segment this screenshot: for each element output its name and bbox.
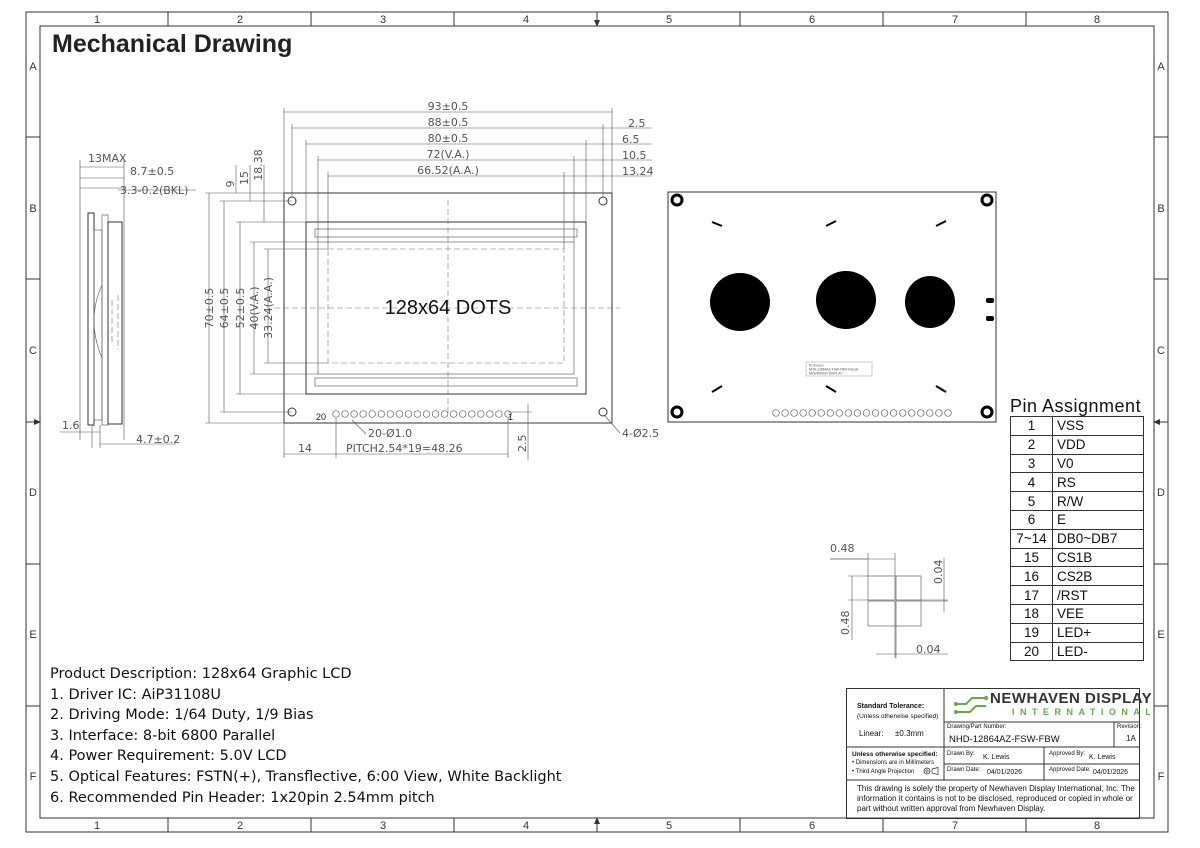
third-angle-projection-icon (923, 767, 939, 775)
pin-number: 15 (1011, 548, 1053, 567)
mount-hole-icon (599, 408, 607, 416)
pin-hole-icon (845, 410, 852, 417)
side-dim-pin-length: 4.7±0.2 (136, 433, 181, 446)
dim-height-40: 40(V.A.) (248, 286, 261, 330)
approved-by-label: Approved By: (1049, 751, 1086, 757)
drawn-date-label: Drawn Date: (947, 767, 981, 773)
dim-bottom-2-5: 2.5 (516, 434, 529, 452)
pin-signal: RS (1053, 473, 1144, 492)
side-dim-depth: 8.7±0.5 (130, 165, 175, 178)
unless-specified-label: (Unless otherwise specified) (857, 713, 939, 720)
revision-label: Revision: (1117, 724, 1142, 730)
pin-number: 16 (1011, 567, 1053, 586)
pin-hole-icon (487, 411, 494, 418)
description-line-1: 1. Driver IC: AiP31108U (50, 686, 221, 703)
dot-width-dim: 0.48 (830, 542, 855, 555)
dim-pin-holes: 20-Ø1.0 (368, 427, 413, 440)
pin-hole-icon (918, 410, 925, 417)
pin-hole-icon (432, 411, 439, 418)
pin-hole-icon (836, 410, 843, 417)
pin-row (1011, 435, 1144, 454)
pin-hole-icon (936, 410, 943, 417)
pin-hole-icon (927, 410, 934, 417)
zone-row-d-r: D (1157, 487, 1165, 499)
drawn-date-value: 04/01/2026 (987, 769, 1023, 776)
zone-row-e: E (29, 629, 37, 641)
pin-row (1011, 567, 1144, 586)
part-number-label: Drawing/Part Number: (947, 724, 1007, 730)
zone-col-8-b: 8 (1093, 820, 1101, 832)
zone-row-a: A (29, 61, 37, 73)
pin-hole-icon (899, 410, 906, 417)
pin-assignment-title: Pin Assignment (1010, 396, 1142, 416)
dim-width-66: 66.52(A.A.) (417, 164, 479, 177)
pin-signal: LED- (1053, 642, 1144, 661)
dim-pitch: PITCH2.54*19=48.26 (346, 442, 463, 455)
zone-col-4-b: 4 (522, 820, 530, 832)
zone-row-b: B (29, 203, 37, 215)
driver-ic-blob (816, 271, 876, 329)
std-tolerance-label: Standard Tolerance: (857, 703, 925, 710)
zone-row-e-r: E (1157, 629, 1165, 641)
zone-row-a-r: A (1157, 61, 1165, 73)
pin-hole-icon (396, 411, 403, 418)
back-label-line-3: NEWHAVEN DISPLAY (809, 371, 843, 376)
pin-hole-icon (333, 411, 340, 418)
pin-row (1011, 623, 1144, 642)
pin-number: 2 (1011, 435, 1053, 454)
pin-hole-icon (342, 411, 349, 418)
pin-number: 17 (1011, 586, 1053, 605)
dot-gap-vertical-dim: 0.04 (932, 559, 945, 584)
pin-number: 18 (1011, 604, 1053, 623)
company-logo-name: NEWHAVEN DISPLAY (990, 690, 1153, 707)
pin-hole-icon (872, 410, 879, 417)
zone-row-f-r: F (1157, 771, 1165, 783)
pin-hole-icon (351, 411, 358, 418)
pin-hole-icon (773, 410, 780, 417)
pin-signal: VEE (1053, 604, 1144, 623)
side-dim-pcb: 1.6 (62, 419, 80, 432)
pin-hole-icon (827, 410, 834, 417)
approved-date-label: Approved Date: (1049, 767, 1091, 773)
zone-row-b-r: B (1157, 203, 1165, 215)
dim-mount-holes: 4-Ø2.5 (622, 427, 660, 440)
zone-col-5-b: 5 (665, 820, 673, 832)
pin-hole-icon (387, 411, 394, 418)
pin-hole-icon (854, 410, 861, 417)
pin-signal: V0 (1053, 454, 1144, 473)
pin-signal: LED+ (1053, 623, 1144, 642)
zone-col-2: 2 (236, 14, 244, 26)
pin-hole-icon (478, 411, 485, 418)
dim-height-64: 64±0.5 (218, 287, 231, 329)
side-view (60, 152, 196, 448)
pin-hole-icon (369, 411, 376, 418)
pin-hole-row (333, 411, 512, 418)
pin-row (1011, 454, 1144, 473)
zone-row-c: C (29, 345, 37, 357)
mount-hole-icon (599, 197, 607, 205)
pin-hole-icon (881, 410, 888, 417)
pin-hole-icon (405, 411, 412, 418)
pin-hole-icon (468, 411, 475, 418)
note-dimensions: • Dimensions are in Millimeters (852, 760, 935, 766)
driver-ic-blob (905, 276, 955, 328)
dot-height-dim: 0.48 (839, 610, 852, 635)
pin-hole-icon (378, 411, 385, 418)
dim-offset-6-5: 6.5 (622, 133, 640, 146)
pin-hole-icon (863, 410, 870, 417)
back-pin-row (773, 410, 952, 417)
zone-col-4: 4 (522, 14, 530, 26)
zone-row-c-r: C (1157, 345, 1165, 357)
pin-hole-icon (450, 411, 457, 418)
company-logo-sub: INTERNATIONAL (1012, 707, 1157, 717)
pin-signal: R/W (1053, 492, 1144, 511)
linear-tolerance-label: Linear: (859, 729, 884, 738)
pin-hole-icon (908, 410, 915, 417)
dim-pin-offset: 14 (298, 442, 312, 455)
dim-height-70: 70±0.5 (203, 287, 216, 329)
pin-row (1011, 529, 1144, 548)
dim-height-33: 33.24(A.A.) (262, 277, 275, 339)
pin-signal: DB0~DB7 (1053, 529, 1144, 548)
drawn-by-value: K. Lewis (983, 754, 1010, 761)
pin-hole-icon (459, 411, 466, 418)
pin-signal: CS1B (1053, 548, 1144, 567)
revision-value: 1A (1126, 734, 1136, 743)
dim-width-72: 72(V.A.) (426, 148, 470, 161)
pin-number: 3 (1011, 454, 1053, 473)
description-line-6: 6. Recommended Pin Header: 1x20pin 2.54mm pitch (50, 789, 435, 806)
pin-signal: VDD (1053, 435, 1144, 454)
side-dim-backlight: 3.3-0.2(BKL) (120, 184, 189, 197)
zone-row-f: F (29, 771, 37, 783)
ownership-disclaimer: This drawing is solely the property of Newhaven Display International, Inc. The information it contains is not to be disclosed, reproduced or copied in whole or part without written approval from Newhaven Display. (857, 784, 1135, 813)
dot-detail (830, 542, 948, 658)
pin-label-1: 1 (508, 412, 514, 422)
dot-gap-horizontal-dim: 0.04 (916, 643, 941, 656)
pin-number: 20 (1011, 642, 1053, 661)
dim-offset-13-24: 13.24 (622, 165, 654, 178)
zone-col-6-b: 6 (808, 820, 816, 832)
pin-row (1011, 492, 1144, 511)
zone-col-2-b: 2 (236, 820, 244, 832)
description-line-4: 4. Power Requirement: 5.0V LCD (50, 748, 287, 765)
linear-tolerance-value: ±0.3mm (895, 729, 924, 738)
unless-specified-note: Unless otherwise specified: (852, 751, 938, 758)
pin-signal: VSS (1053, 417, 1144, 436)
pin-hole-icon (945, 410, 952, 417)
dim-offset-2-5: 2.5 (628, 117, 646, 130)
approved-by-value: K. Lewis (1089, 754, 1116, 761)
zone-col-1-b: 1 (93, 820, 101, 832)
pin-number: 1 (1011, 417, 1053, 436)
side-dim-thickness: 13MAX (88, 152, 127, 165)
pin-hole-icon (791, 410, 798, 417)
pin-number: 19 (1011, 623, 1053, 642)
pin-hole-icon (414, 411, 421, 418)
product-description (50, 664, 561, 808)
dim-top-18: 18.38 (252, 149, 265, 181)
note-projection: • Third Angle Projection (852, 769, 915, 775)
pin-number: 5 (1011, 492, 1053, 511)
mount-hole-icon (982, 407, 992, 417)
pin-row (1011, 548, 1144, 567)
pin-number: 7~14 (1011, 529, 1053, 548)
zone-col-3: 3 (379, 14, 387, 26)
driver-ic-blob (710, 273, 770, 331)
pin-hole-icon (441, 411, 448, 418)
pin-hole-icon (809, 410, 816, 417)
pin-hole-icon (423, 411, 430, 418)
pin-hole-icon (890, 410, 897, 417)
pin-signal: /RST (1053, 586, 1144, 605)
pin-row (1011, 586, 1144, 605)
mount-hole-icon (672, 195, 682, 205)
description-line-2: 2. Driving Mode: 1/64 Duty, 1/9 Bias (50, 707, 314, 724)
page-title: Mechanical Drawing (52, 30, 293, 58)
zone-col-1: 1 (93, 14, 101, 26)
back-view (668, 192, 996, 422)
pin-hole-icon (360, 411, 367, 418)
zone-col-7: 7 (951, 14, 959, 26)
pin-hole-icon (782, 410, 789, 417)
mount-hole-icon (982, 195, 992, 205)
zone-col-6: 6 (808, 14, 816, 26)
zone-col-5: 5 (665, 14, 673, 26)
pin-hole-icon (496, 411, 503, 418)
display-dots-label: 128x64 DOTS (384, 297, 512, 319)
dim-width-88: 88±0.5 (427, 116, 469, 129)
description-line-3: 3. Interface: 8-bit 6800 Parallel (50, 727, 276, 744)
dim-height-52: 52±0.5 (234, 287, 247, 329)
pin-row (1011, 473, 1144, 492)
pin-label-20: 20 (316, 412, 327, 422)
mount-hole-icon (672, 407, 682, 417)
pin-number: 6 (1011, 510, 1053, 529)
pin-row (1011, 642, 1144, 661)
pin-hole-icon (818, 410, 825, 417)
dim-top-15: 15 (238, 171, 251, 185)
pin-row (1011, 510, 1144, 529)
pin-hole-icon (800, 410, 807, 417)
pin-signal: CS2B (1053, 567, 1144, 586)
dim-top-9: 9 (224, 180, 237, 188)
zone-col-7-b: 7 (951, 820, 959, 832)
description-line-title: Product Description: 128x64 Graphic LCD (50, 666, 352, 682)
back-label-line-2: NHD-12864AZ-FSW-FBW Rev1A (809, 367, 859, 372)
zone-col-8: 8 (1093, 14, 1101, 26)
zone-col-3-b: 3 (379, 820, 387, 832)
pin-assignment-table (1010, 416, 1144, 661)
pin-row (1011, 417, 1144, 436)
zone-row-d: D (29, 487, 37, 499)
dim-width-80: 80±0.5 (427, 132, 469, 145)
drawn-by-label: Drawn By: (947, 751, 975, 757)
approved-date-value: 04/01/2026 (1093, 769, 1129, 776)
back-label-line-1: PCxxxxxx (809, 363, 824, 368)
part-number-value: NHD-12864AZ-FSW-FBW (949, 734, 1060, 745)
description-line-5: 5. Optical Features: FSTN(+), Transflective, 6:00 View, White Backlight (50, 768, 562, 785)
front-view (203, 100, 659, 460)
pin-signal: E (1053, 510, 1144, 529)
pin-number: 4 (1011, 473, 1053, 492)
dim-offset-10-5: 10.5 (622, 149, 647, 162)
dim-width-93: 93±0.5 (427, 100, 469, 113)
pin-row (1011, 604, 1144, 623)
